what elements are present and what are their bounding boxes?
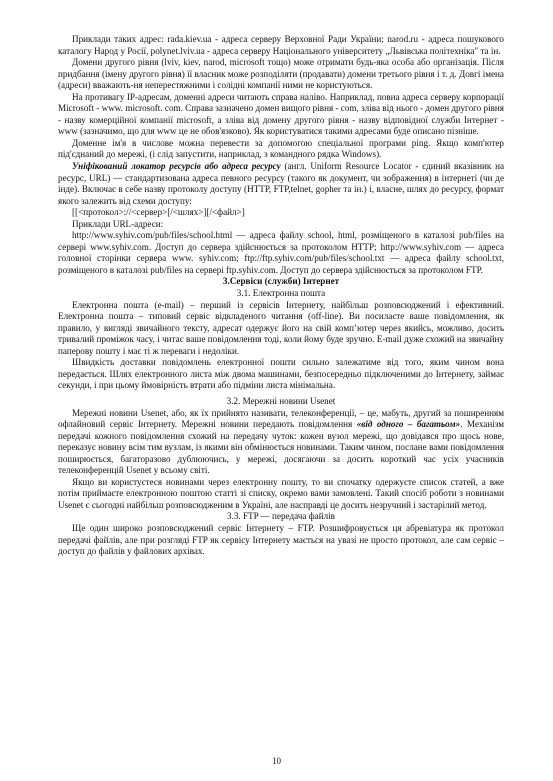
paragraph-url-format: [[<протокол>://<сервер>[/<шлях>][/<файл>] bbox=[72, 207, 245, 218]
paragraph-domain-reading-order: На противагу IP-адресам, доменні адреси читають справа наліво. Наприклад, повна адреса серверу корпорації Microsoft - www. microsoft. com. Справа зазначено домен вищого рівня - com, зліва від нього - домен другого рівня - назву комерційної компанії microsoft, а зліва від домену другого рівня - назву відповідної служби Інтернет - www (зазначимо, що для www це не обов'язково). Як користуватися такими адресами буде описано пізніше. bbox=[58, 91, 504, 137]
paragraph-usenet-email: Якщо ви користуєтеся новинами через електронну пошту, то ви спочатку одержуєте список статей, а вже потім приймаєте електронною поштою статті зі списку, окремо вами замовлені. Такий спосіб роботи з новинами Usenet є сьогодні найбільш розповсюдженим в Україні, але насправді це досить незручний і застарілий метод. bbox=[58, 476, 504, 510]
page-number: 10 bbox=[272, 756, 281, 766]
paragraph-url-definition bbox=[58, 161, 504, 207]
subsection-heading-usenet: 3.2. Мережні новини Usenet bbox=[226, 395, 336, 406]
paragraph-url-examples-heading: Приклади URL-адреси: bbox=[72, 218, 164, 229]
url-definition-text: (англ. Uniform Resource Locator - єдиний вказівник на ресурс, URL) — стандартизована адреса певного ресурсу (такого як документ, чи зображення) в інтернеті (чи де інде). Включає в себе назву протоколу доступу (HTTP, FTP,telnet, gopher та ін.) і, власне, шлях до ресурсу, формат якого залежить від схеми доступу: bbox=[58, 161, 505, 206]
usenet-emphasis: «від одного – багатьом» bbox=[356, 419, 461, 430]
paragraph-usenet-intro bbox=[58, 408, 504, 477]
section-heading-services: 3.Сервіси (служби) Інтернет bbox=[222, 276, 340, 287]
subsection-heading-email: 3.1. Електронна пошта bbox=[236, 288, 326, 299]
paragraph-second-level-domains: Домени другого рівня (lviv, kiev, narod, microsoft тощо) може отримати будь-яка особа або організація. Після придбання (імену другого рівня) її власник може розподіляти (продавати) домени третього рівня і т. д. Довгі імена (адреси) вважають-ня непереcтяжними і солідні компанії ними не користуються. bbox=[58, 57, 504, 91]
url-term: Уніфікований локатор ресурсів або адреса ресурсу bbox=[72, 161, 281, 172]
subsection-heading-ftp: 3.3. FTP — передача файлів bbox=[227, 511, 335, 522]
paragraph-address-examples: Приклади таких адрес: rada.kiev.ua - адреса серверу Верховної Ради України; narod.ru - адреса пошукового каталогу Народ у Росії, polynet.lviv.ua - адреса серверу Національного університету „Львівська політехніка" та ін. bbox=[58, 34, 504, 56]
usenet-text-a: Мережні новини Usenet, або, як їх прийнято називати, телеконференції, – це, мабуть, другий за поширенням офлайновий сервіс Інтернету. Мережні новини передають повідомлення bbox=[58, 407, 504, 430]
paragraph-ping: Доменне ім'я в числове можна перевести за допомогою спеціальної програми ping. Якщо комп'ютер під'єднаний до мережі, (і слід запустити, наприклад, з командного рядка Windows). bbox=[58, 137, 504, 160]
usenet-text-b: . Механізм передачі кожного повідомлення схожий на передачу чуток: кожен вузол мережі, що довідався про щось нове, переказує новину всім тим вузлам, із якими він обмінюється новинами. Таким чином, послане вами повідомлення поширюється, багаторазово дублюючись, у мережі, досягаючи за досить короткий час усіх учасників телеконференцій Usenet у всьому світі. bbox=[58, 419, 504, 476]
paragraph-url-examples: http://www.syhiv.com/pub/files/school.html — адреса файлу school, html, розміщеного в каталозі pub/files на сервері www.syhiv.com. Доступ до сервера здійснюється за протоколом HTTP; http://www.syhiv.com — адреса головної сторінки сервера www. syhiv.com; ftp://ftp.syhiv.com/pub/files/school.txt — адреса файлу school.txt, розміщеного в каталозі pub/files на сервері ftp.syhiv.com. Доступ до сервера здійснюється за протоколом FTP. bbox=[58, 230, 504, 275]
document-body bbox=[58, 34, 504, 558]
paragraph-email-speed: Швидкість доставки повідомлень електронної пошти сильно залежатиме від того, яким чином вона передається. Шлях електронного листа між двома машинами, безпосередньо підключеними до Інтернету, займає секунди, і при цьому ймовірність втрати або підміни листа мінімальна. bbox=[58, 357, 504, 391]
paragraph-ftp: Ще один широко розповсюджений сервіс Інтернету – FTP. Розшифровується ця абревіатура як протокол передачі файлів, але при розгляді FTP як сервісу Інтернету мається на увазі не просто протокол, але сам сервіс – доступ до файлів у файлових архівах. bbox=[58, 522, 504, 557]
paragraph-email-intro: Електронна пошта (e-mail) – перший із сервісів Інтернету, найбільш розповсюджений і ефективний. Електронна пошта – типовий сервіс відкладеного читання (off-line). Ви посилаєте ваше повідомлення, як правило, у вигляді звичайного тексту, адресат одержує його на свій комп’ютер через якийсь, можливо, досить тривалий проміжок часу, і читає ваше повідомлення тоді, коли йому буде зручно. E-mail дуже схожий на звичайну паперову пошту і має ті ж переваги і недоліки. bbox=[58, 299, 504, 356]
